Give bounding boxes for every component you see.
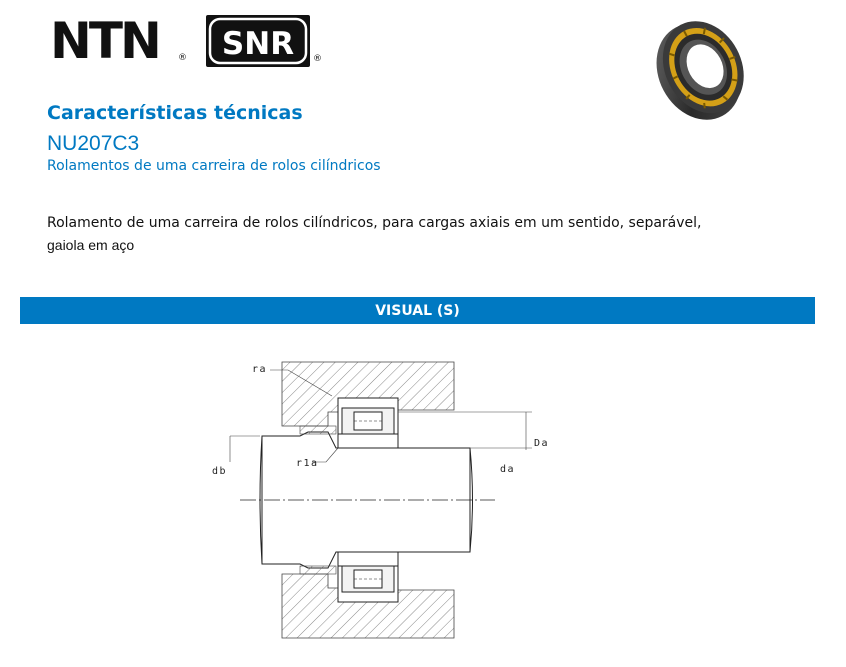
- ntn-logo-text: NTN: [50, 14, 159, 66]
- bearing-section-top: [338, 398, 398, 448]
- label-r1a: r1a: [296, 458, 319, 469]
- label-ra: ra: [252, 364, 268, 375]
- snr-registered-mark: ®: [313, 54, 322, 64]
- mounting-drawing: [200, 350, 560, 650]
- product-type: Rolamentos de uma carreira de rolos cilíndricos: [47, 158, 381, 174]
- description-line-2: gaiola em aço: [47, 237, 135, 253]
- description-line-1: Rolamento de uma carreira de rolos cilíndricos, para cargas axiais em um sentido, separável,: [47, 215, 702, 231]
- product-description: [47, 212, 777, 256]
- cylindrical-roller-bearing-icon: [640, 10, 750, 128]
- product-model: NU207C3: [47, 132, 140, 155]
- snr-logo: [205, 13, 323, 69]
- snr-logo-text: SNR: [221, 26, 295, 62]
- ntn-logo: [50, 14, 188, 66]
- label-Da: Da: [534, 438, 550, 449]
- label-db: db: [212, 466, 228, 477]
- bearing-section-bottom: [338, 552, 398, 602]
- section-title: Características técnicas: [47, 102, 303, 124]
- label-da: da: [500, 464, 516, 475]
- ntn-registered-mark: ®: [178, 53, 187, 63]
- visual-section-band: VISUAL (S): [20, 297, 815, 324]
